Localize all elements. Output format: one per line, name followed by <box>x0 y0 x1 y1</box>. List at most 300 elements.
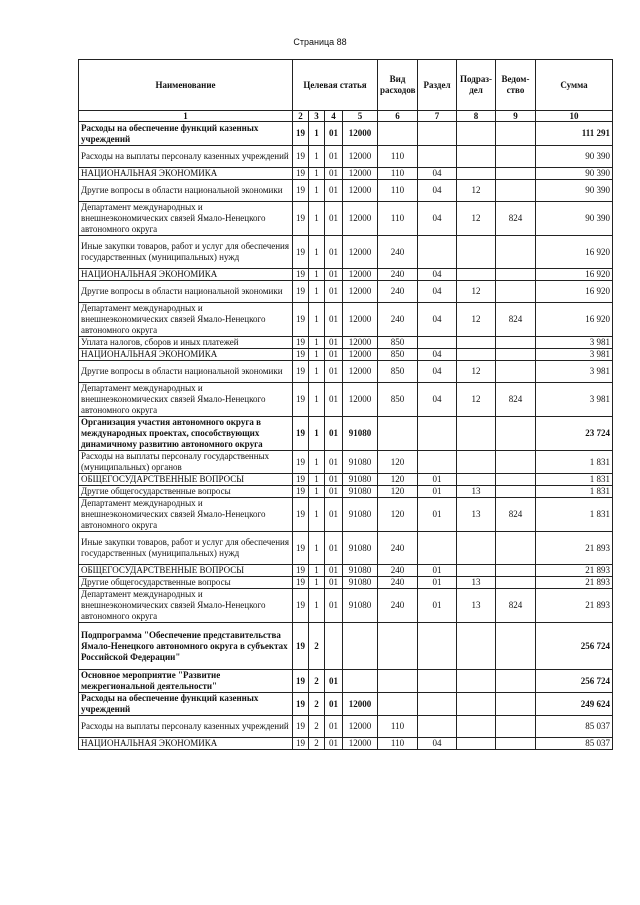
table-row <box>79 532 613 565</box>
subsection <box>457 146 496 168</box>
target-subprogram: 1 <box>309 281 325 303</box>
sum-value: 3 981 <box>536 337 613 349</box>
sum-value: 3 981 <box>536 349 613 361</box>
target-direction: 12000 <box>343 236 378 269</box>
row-name: ОБЩЕГОСУДАРСТВЕННЫЕ ВОПРОСЫ <box>79 565 293 577</box>
subsection: 13 <box>457 589 496 623</box>
department-code <box>496 269 536 281</box>
table-row <box>79 486 613 498</box>
department-code <box>496 337 536 349</box>
target-subprogram: 2 <box>309 716 325 738</box>
target-event: 01 <box>325 474 343 486</box>
target-program: 19 <box>293 716 309 738</box>
sum-value: 1 831 <box>536 486 613 498</box>
department-code <box>496 474 536 486</box>
target-event: 01 <box>325 670 343 693</box>
target-direction: 12000 <box>343 180 378 202</box>
target-direction: 91080 <box>343 486 378 498</box>
section <box>418 451 457 474</box>
sum-value: 21 893 <box>536 565 613 577</box>
target-subprogram: 1 <box>309 577 325 589</box>
subsection: 12 <box>457 281 496 303</box>
expense-type: 850 <box>378 383 418 417</box>
target-event: 01 <box>325 269 343 281</box>
table-row <box>79 281 613 303</box>
row-name: Департамент международных и внешнеэкономических связей Ямало-Ненецкого автономного округа <box>79 383 293 417</box>
table-row <box>79 146 613 168</box>
target-direction: 12000 <box>343 337 378 349</box>
row-name: Основное мероприятие "Развитие межрегиональной деятельности" <box>79 670 293 693</box>
department-code: 824 <box>496 383 536 417</box>
subsection <box>457 417 496 451</box>
table-row <box>79 349 613 361</box>
subsection: 13 <box>457 577 496 589</box>
row-name: Департамент международных и внешнеэкономических связей Ямало-Ненецкого автономного округа <box>79 303 293 337</box>
table-row <box>79 623 613 670</box>
department-code: 824 <box>496 202 536 236</box>
target-direction <box>343 670 378 693</box>
target-event: 01 <box>325 281 343 303</box>
expense-type: 120 <box>378 474 418 486</box>
sum-value: 85 037 <box>536 716 613 738</box>
row-name: Иные закупки товаров, работ и услуг для обеспечения государственных (муниципальных) нужд <box>79 532 293 565</box>
row-name: Иные закупки товаров, работ и услуг для обеспечения государственных (муниципальных) нужд <box>79 236 293 269</box>
subsection <box>457 451 496 474</box>
header-sum: Сумма <box>536 60 613 111</box>
subsection <box>457 623 496 670</box>
target-subprogram: 1 <box>309 498 325 532</box>
department-code <box>496 670 536 693</box>
table-row <box>79 383 613 417</box>
department-code <box>496 716 536 738</box>
target-event: 01 <box>325 337 343 349</box>
target-subprogram: 1 <box>309 565 325 577</box>
target-subprogram: 1 <box>309 361 325 383</box>
section <box>418 236 457 269</box>
header-expense-type: Вид расходов <box>378 60 418 111</box>
department-code <box>496 236 536 269</box>
target-program: 19 <box>293 146 309 168</box>
expense-type: 120 <box>378 451 418 474</box>
table-row <box>79 474 613 486</box>
sum-value: 1 831 <box>536 474 613 486</box>
sum-value: 21 893 <box>536 589 613 623</box>
column-number: 5 <box>343 111 378 122</box>
expense-type: 120 <box>378 498 418 532</box>
section <box>418 623 457 670</box>
department-code: 824 <box>496 589 536 623</box>
department-code <box>496 565 536 577</box>
subsection <box>457 532 496 565</box>
subsection: 12 <box>457 303 496 337</box>
target-direction: 12000 <box>343 738 378 750</box>
table-row <box>79 738 613 750</box>
target-event: 01 <box>325 498 343 532</box>
target-direction: 12000 <box>343 202 378 236</box>
row-name: Уплата налогов, сборов и иных платежей <box>79 337 293 349</box>
department-code <box>496 623 536 670</box>
target-direction: 91080 <box>343 498 378 532</box>
expense-type: 240 <box>378 577 418 589</box>
section <box>418 337 457 349</box>
header-subsection: Подраз-дел <box>457 60 496 111</box>
row-name: Департамент международных и внешнеэкономических связей Ямало-Ненецкого автономного округа <box>79 202 293 236</box>
target-program: 19 <box>293 383 309 417</box>
expense-type: 240 <box>378 281 418 303</box>
target-direction: 12000 <box>343 693 378 716</box>
section: 04 <box>418 361 457 383</box>
table-row <box>79 236 613 269</box>
sum-value: 111 291 <box>536 122 613 146</box>
subsection <box>457 716 496 738</box>
section: 01 <box>418 565 457 577</box>
target-event: 01 <box>325 451 343 474</box>
header-section: Раздел <box>418 60 457 111</box>
header-target-article: Целевая статья <box>293 60 378 111</box>
target-subprogram: 1 <box>309 202 325 236</box>
department-code <box>496 361 536 383</box>
target-program: 19 <box>293 236 309 269</box>
target-event: 01 <box>325 589 343 623</box>
sum-value: 256 724 <box>536 623 613 670</box>
target-event: 01 <box>325 417 343 451</box>
target-event: 01 <box>325 122 343 146</box>
target-program: 19 <box>293 623 309 670</box>
section <box>418 693 457 716</box>
sum-value: 16 920 <box>536 236 613 269</box>
target-program: 19 <box>293 168 309 180</box>
expense-type: 240 <box>378 303 418 337</box>
section: 04 <box>418 738 457 750</box>
section <box>418 716 457 738</box>
target-subprogram: 2 <box>309 738 325 750</box>
expense-type <box>378 122 418 146</box>
section: 01 <box>418 577 457 589</box>
department-code <box>496 122 536 146</box>
department-code <box>496 417 536 451</box>
row-name: Подпрограмма "Обеспечение представительства Ямало-Ненецкого автономного округа в субъектах Российской Федерации" <box>79 623 293 670</box>
target-event: 01 <box>325 383 343 417</box>
column-number: 7 <box>418 111 457 122</box>
section: 04 <box>418 281 457 303</box>
department-code: 824 <box>496 303 536 337</box>
section: 01 <box>418 498 457 532</box>
subsection <box>457 349 496 361</box>
table-row <box>79 589 613 623</box>
subsection: 12 <box>457 383 496 417</box>
row-name: Организация участия автономного округа в международных проектах, способствующих динамичному развитию автономного округа <box>79 417 293 451</box>
section <box>418 417 457 451</box>
table-row <box>79 168 613 180</box>
target-direction: 12000 <box>343 281 378 303</box>
target-subprogram: 1 <box>309 474 325 486</box>
target-program: 19 <box>293 498 309 532</box>
subsection <box>457 565 496 577</box>
expense-type: 240 <box>378 269 418 281</box>
target-direction: 91080 <box>343 565 378 577</box>
expense-type <box>378 693 418 716</box>
target-direction: 91080 <box>343 417 378 451</box>
table-row <box>79 269 613 281</box>
budget-table <box>78 59 613 750</box>
department-code <box>496 451 536 474</box>
target-program: 19 <box>293 670 309 693</box>
row-name: Расходы на выплаты персоналу казенных учреждений <box>79 716 293 738</box>
expense-type: 240 <box>378 532 418 565</box>
table-row <box>79 303 613 337</box>
target-direction: 91080 <box>343 589 378 623</box>
row-name: Расходы на обеспечение функций казенных учреждений <box>79 122 293 146</box>
target-event: 01 <box>325 486 343 498</box>
target-subprogram: 1 <box>309 486 325 498</box>
subsection: 13 <box>457 486 496 498</box>
target-program: 19 <box>293 202 309 236</box>
table-row <box>79 498 613 532</box>
target-program: 19 <box>293 180 309 202</box>
expense-type: 240 <box>378 236 418 269</box>
column-number: 3 <box>309 111 325 122</box>
section: 04 <box>418 269 457 281</box>
table-row <box>79 122 613 146</box>
target-program: 19 <box>293 337 309 349</box>
table-row <box>79 716 613 738</box>
section <box>418 122 457 146</box>
table-row <box>79 361 613 383</box>
subsection <box>457 693 496 716</box>
expense-type: 850 <box>378 337 418 349</box>
target-direction: 12000 <box>343 361 378 383</box>
department-code <box>496 738 536 750</box>
target-subprogram: 2 <box>309 693 325 716</box>
target-program: 19 <box>293 486 309 498</box>
target-direction: 91080 <box>343 451 378 474</box>
expense-type: 120 <box>378 486 418 498</box>
target-subprogram: 1 <box>309 417 325 451</box>
header-row <box>79 60 613 111</box>
expense-type: 240 <box>378 589 418 623</box>
sum-value: 1 831 <box>536 451 613 474</box>
target-event: 01 <box>325 693 343 716</box>
column-number: 6 <box>378 111 418 122</box>
target-program: 19 <box>293 693 309 716</box>
row-name: Департамент международных и внешнеэкономических связей Ямало-Ненецкого автономного округа <box>79 589 293 623</box>
target-direction: 91080 <box>343 577 378 589</box>
target-event: 01 <box>325 146 343 168</box>
target-direction: 12000 <box>343 383 378 417</box>
expense-type: 110 <box>378 716 418 738</box>
expense-type: 110 <box>378 202 418 236</box>
column-number: 1 <box>79 111 293 122</box>
subsection: 13 <box>457 498 496 532</box>
target-event: 01 <box>325 577 343 589</box>
target-event: 01 <box>325 738 343 750</box>
target-subprogram: 1 <box>309 269 325 281</box>
target-event <box>325 623 343 670</box>
target-event: 01 <box>325 565 343 577</box>
table-row <box>79 693 613 716</box>
row-name: НАЦИОНАЛЬНАЯ ЭКОНОМИКА <box>79 349 293 361</box>
target-subprogram: 1 <box>309 451 325 474</box>
sum-value: 90 390 <box>536 146 613 168</box>
target-subprogram: 1 <box>309 236 325 269</box>
row-name: Расходы на выплаты персоналу казенных учреждений <box>79 146 293 168</box>
section: 01 <box>418 486 457 498</box>
subsection <box>457 337 496 349</box>
department-code <box>496 577 536 589</box>
target-program: 19 <box>293 451 309 474</box>
target-subprogram: 1 <box>309 532 325 565</box>
target-program: 19 <box>293 738 309 750</box>
sum-value: 256 724 <box>536 670 613 693</box>
sum-value: 3 981 <box>536 383 613 417</box>
table-row <box>79 202 613 236</box>
section: 04 <box>418 383 457 417</box>
target-program: 19 <box>293 589 309 623</box>
target-direction: 12000 <box>343 303 378 337</box>
target-direction: 12000 <box>343 122 378 146</box>
expense-type <box>378 670 418 693</box>
header-name: Наименование <box>79 60 293 111</box>
target-event: 01 <box>325 202 343 236</box>
expense-type: 850 <box>378 361 418 383</box>
department-code <box>496 168 536 180</box>
section: 04 <box>418 303 457 337</box>
row-name: Другие вопросы в области национальной экономики <box>79 281 293 303</box>
table-body <box>79 122 613 750</box>
target-event: 01 <box>325 532 343 565</box>
column-number: 10 <box>536 111 613 122</box>
department-code <box>496 486 536 498</box>
target-direction: 12000 <box>343 716 378 738</box>
target-event: 01 <box>325 168 343 180</box>
section: 01 <box>418 589 457 623</box>
subsection: 12 <box>457 180 496 202</box>
target-program: 19 <box>293 349 309 361</box>
column-number: 9 <box>496 111 536 122</box>
sum-value: 21 893 <box>536 532 613 565</box>
subsection <box>457 670 496 693</box>
sum-value: 16 920 <box>536 281 613 303</box>
department-code <box>496 693 536 716</box>
target-subprogram: 1 <box>309 168 325 180</box>
sum-value: 23 724 <box>536 417 613 451</box>
target-program: 19 <box>293 474 309 486</box>
table-row <box>79 577 613 589</box>
target-subprogram: 1 <box>309 303 325 337</box>
subsection <box>457 269 496 281</box>
sum-value: 21 893 <box>536 577 613 589</box>
target-subprogram: 1 <box>309 180 325 202</box>
target-event: 01 <box>325 303 343 337</box>
expense-type <box>378 623 418 670</box>
row-name: Другие вопросы в области национальной экономики <box>79 361 293 383</box>
target-subprogram: 1 <box>309 122 325 146</box>
target-event: 01 <box>325 716 343 738</box>
sum-value: 90 390 <box>536 202 613 236</box>
target-direction: 12000 <box>343 349 378 361</box>
target-subprogram: 1 <box>309 337 325 349</box>
row-name: Расходы на выплаты персоналу государственных (муниципальных) органов <box>79 451 293 474</box>
section <box>418 146 457 168</box>
department-code <box>496 532 536 565</box>
sum-value: 3 981 <box>536 361 613 383</box>
subsection <box>457 122 496 146</box>
table-row <box>79 565 613 577</box>
target-program: 19 <box>293 361 309 383</box>
section <box>418 532 457 565</box>
target-program: 19 <box>293 417 309 451</box>
table-row <box>79 417 613 451</box>
expense-type: 110 <box>378 146 418 168</box>
target-direction: 12000 <box>343 269 378 281</box>
expense-type: 110 <box>378 180 418 202</box>
column-number: 2 <box>293 111 309 122</box>
department-code <box>496 281 536 303</box>
target-subprogram: 2 <box>309 670 325 693</box>
expense-type: 850 <box>378 349 418 361</box>
section: 04 <box>418 202 457 236</box>
target-subprogram: 1 <box>309 146 325 168</box>
target-event: 01 <box>325 349 343 361</box>
table-row <box>79 337 613 349</box>
expense-type: 110 <box>378 168 418 180</box>
department-code <box>496 349 536 361</box>
row-name: НАЦИОНАЛЬНАЯ ЭКОНОМИКА <box>79 168 293 180</box>
sum-value: 90 390 <box>536 180 613 202</box>
table-row <box>79 180 613 202</box>
table-row <box>79 670 613 693</box>
section <box>418 670 457 693</box>
target-program: 19 <box>293 269 309 281</box>
section: 04 <box>418 180 457 202</box>
sum-value: 1 831 <box>536 498 613 532</box>
target-direction: 12000 <box>343 168 378 180</box>
sum-value: 85 037 <box>536 738 613 750</box>
expense-type <box>378 417 418 451</box>
target-direction: 91080 <box>343 532 378 565</box>
target-event: 01 <box>325 361 343 383</box>
sum-value: 16 920 <box>536 269 613 281</box>
page-number: Страница 88 <box>293 37 347 47</box>
row-name: Другие вопросы в области национальной экономики <box>79 180 293 202</box>
target-subprogram: 1 <box>309 349 325 361</box>
target-program: 19 <box>293 577 309 589</box>
sum-value: 90 390 <box>536 168 613 180</box>
target-program: 19 <box>293 532 309 565</box>
subsection <box>457 168 496 180</box>
sum-value: 16 920 <box>536 303 613 337</box>
target-program: 19 <box>293 281 309 303</box>
target-direction <box>343 623 378 670</box>
section: 04 <box>418 168 457 180</box>
row-name: Департамент международных и внешнеэкономических связей Ямало-Ненецкого автономного округа <box>79 498 293 532</box>
subsection: 12 <box>457 202 496 236</box>
target-event: 01 <box>325 236 343 269</box>
target-subprogram: 2 <box>309 623 325 670</box>
sum-value: 249 624 <box>536 693 613 716</box>
row-name: Другие общегосударственные вопросы <box>79 486 293 498</box>
target-subprogram: 1 <box>309 589 325 623</box>
table-row <box>79 451 613 474</box>
row-name: НАЦИОНАЛЬНАЯ ЭКОНОМИКА <box>79 269 293 281</box>
department-code: 824 <box>496 498 536 532</box>
target-direction: 91080 <box>343 474 378 486</box>
expense-type: 240 <box>378 565 418 577</box>
target-program: 19 <box>293 303 309 337</box>
subsection: 12 <box>457 361 496 383</box>
target-program: 19 <box>293 122 309 146</box>
expense-type: 110 <box>378 738 418 750</box>
